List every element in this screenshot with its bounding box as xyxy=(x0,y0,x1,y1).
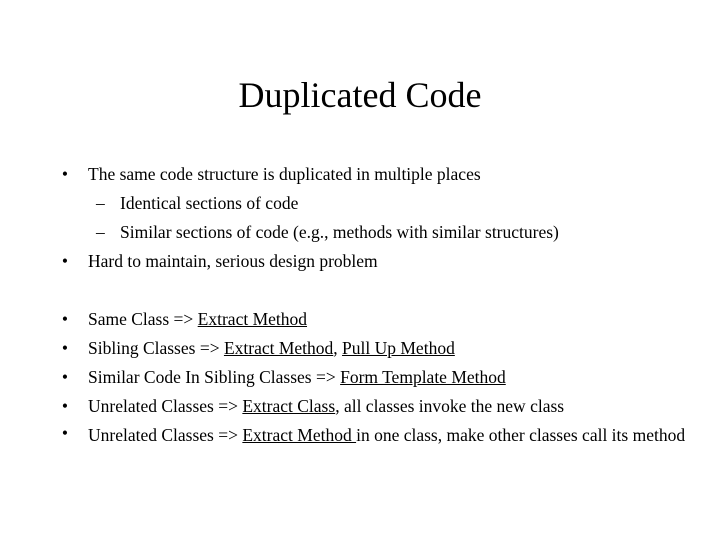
bullet-icon: • xyxy=(61,338,69,358)
bullet-item xyxy=(58,247,698,276)
bullet-item xyxy=(58,160,698,189)
bullet-icon: • xyxy=(61,367,69,387)
bullet-item xyxy=(58,363,698,392)
bullet-text: Sibling Classes => xyxy=(88,338,224,358)
bullet-item xyxy=(58,421,698,448)
bullet-icon: • xyxy=(61,164,69,184)
refactoring-link[interactable]: Extract Method xyxy=(242,425,357,445)
bullet-text: Same Class => xyxy=(88,309,198,329)
dash-icon: – xyxy=(96,222,105,242)
dash-icon: – xyxy=(96,193,105,213)
bullet-item xyxy=(58,305,698,334)
bullet-icon: • xyxy=(61,309,69,329)
spacer xyxy=(58,276,698,305)
bullet-text: The same code structure is duplicated in multiple places xyxy=(88,164,481,184)
sub-bullet-text: Similar sections of code (e.g., methods with similar structures) xyxy=(120,222,559,242)
bullet-text: Similar Code In Sibling Classes => xyxy=(88,367,341,387)
sub-bullet-item xyxy=(58,189,698,218)
refactoring-link[interactable]: Form Template Method xyxy=(340,367,506,387)
refactoring-link[interactable]: Extract Method xyxy=(223,338,334,358)
sub-bullet-text: Identical sections of code xyxy=(120,193,299,213)
bullet-text-tail: , all classes invoke the new class xyxy=(335,396,565,416)
bullet-item xyxy=(58,334,698,363)
bullet-list xyxy=(58,160,698,448)
refactoring-link[interactable]: Extract Class xyxy=(242,396,336,416)
bullet-text: Hard to maintain, serious design problem xyxy=(88,251,378,271)
bullet-icon: • xyxy=(61,251,69,271)
sub-bullet-item xyxy=(58,218,698,247)
bullet-text: Unrelated Classes => xyxy=(88,396,243,416)
separator-text: , xyxy=(333,338,343,358)
bullet-icon: • xyxy=(61,396,69,416)
slide-title: Duplicated Code xyxy=(238,75,482,115)
bullet-text: Unrelated Classes => xyxy=(88,425,243,445)
refactoring-link[interactable]: Extract Method xyxy=(197,309,308,329)
bullet-item xyxy=(58,392,698,421)
refactoring-link[interactable]: Pull Up Method xyxy=(342,338,455,358)
bullet-icon: • xyxy=(61,423,69,443)
bullet-text-tail: in one class, make other classes call its method xyxy=(356,425,686,445)
